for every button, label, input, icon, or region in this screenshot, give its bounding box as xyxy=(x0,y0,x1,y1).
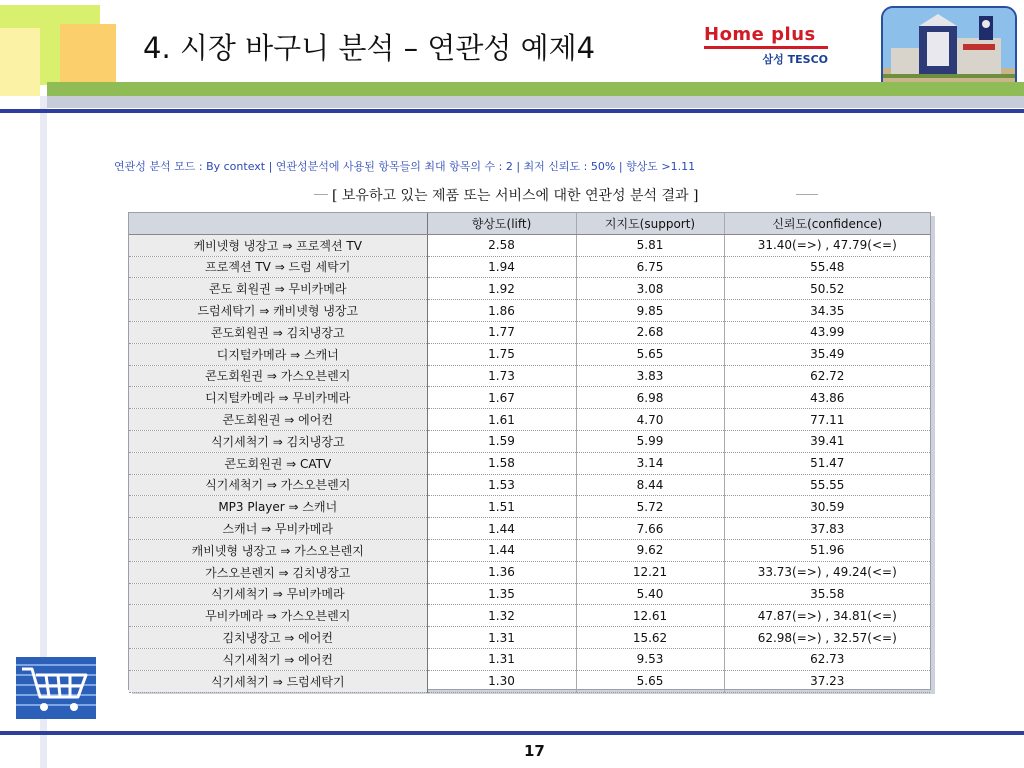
confidence-cell: 43.86 xyxy=(724,387,930,409)
support-cell: 5.65 xyxy=(576,343,724,365)
lift-cell: 1.73 xyxy=(427,365,576,387)
lift-cell: 1.75 xyxy=(427,343,576,365)
table-row xyxy=(129,409,930,431)
lift-cell: 1.32 xyxy=(427,605,576,627)
footer-line xyxy=(0,731,1024,735)
slide-title: 4. 시장 바구니 분석 – 연관성 예제4 xyxy=(143,31,596,65)
rule-cell: 식기세척기 ⇒ 에어컨 xyxy=(129,648,427,670)
support-cell: 6.98 xyxy=(576,387,724,409)
lift-cell: 1.36 xyxy=(427,561,576,583)
rule-cell: 콘도회원권 ⇒ 김치냉장고 xyxy=(129,321,427,343)
rule-cell: 캐비넷형 냉장고 ⇒ 가스오븐렌지 xyxy=(129,539,427,561)
confidence-cell: 55.55 xyxy=(724,474,930,496)
table-header-row xyxy=(129,213,930,234)
table-row xyxy=(129,452,930,474)
table-row xyxy=(129,321,930,343)
confidence-cell: 47.87(=>) , 34.81(<=) xyxy=(724,605,930,627)
table-row xyxy=(129,300,930,322)
table-row xyxy=(129,605,930,627)
header-band-navy xyxy=(0,109,1024,113)
lift-cell: 1.31 xyxy=(427,648,576,670)
support-cell: 5.99 xyxy=(576,430,724,452)
support-cell: 6.75 xyxy=(576,256,724,278)
confidence-cell: 37.83 xyxy=(724,518,930,540)
rule-cell: 식기세척기 ⇒ 김치냉장고 xyxy=(129,430,427,452)
lift-cell: 1.58 xyxy=(427,452,576,474)
table-row xyxy=(129,343,930,365)
header-lift: 향상도(lift) xyxy=(427,213,576,234)
header-rule xyxy=(129,213,427,234)
confidence-cell: 43.99 xyxy=(724,321,930,343)
logo-text-top: Home plus xyxy=(704,24,816,45)
caption-rule-right xyxy=(796,194,818,195)
rule-cell: 디지털카메라 ⇒ 무비카메라 xyxy=(129,387,427,409)
support-cell: 4.70 xyxy=(576,409,724,431)
support-cell: 2.68 xyxy=(576,321,724,343)
support-cell: 3.08 xyxy=(576,278,724,300)
confidence-cell: 50.52 xyxy=(724,278,930,300)
table-row xyxy=(129,387,930,409)
rule-cell: 프로젝션 TV ⇒ 드럼 세탁기 xyxy=(129,256,427,278)
lift-cell: 1.61 xyxy=(427,409,576,431)
confidence-cell: 35.49 xyxy=(724,343,930,365)
confidence-cell: 33.73(=>) , 49.24(<=) xyxy=(724,561,930,583)
table-row xyxy=(129,365,930,387)
support-cell: 5.40 xyxy=(576,583,724,605)
logo-text-bottom: 삼성 TESCO xyxy=(762,53,828,66)
rule-cell: 콘도회원권 ⇒ 가스오븐렌지 xyxy=(129,365,427,387)
lift-cell: 1.53 xyxy=(427,474,576,496)
store-building-photo xyxy=(881,6,1017,93)
lift-cell: 1.59 xyxy=(427,430,576,452)
rule-cell: 드럼세탁기 ⇒ 캐비넷형 냉장고 xyxy=(129,300,427,322)
confidence-cell: 51.47 xyxy=(724,452,930,474)
lift-cell: 1.35 xyxy=(427,583,576,605)
lift-cell: 1.86 xyxy=(427,300,576,322)
support-cell: 12.61 xyxy=(576,605,724,627)
table-row xyxy=(129,648,930,670)
header-band-green xyxy=(47,82,1024,96)
support-cell: 3.14 xyxy=(576,452,724,474)
shopping-cart-icon xyxy=(16,657,96,719)
lift-cell: 1.77 xyxy=(427,321,576,343)
lift-cell: 1.44 xyxy=(427,539,576,561)
rule-cell: 콘도회원권 ⇒ 에어컨 xyxy=(129,409,427,431)
table-row xyxy=(129,518,930,540)
page-number: 17 xyxy=(524,742,545,760)
deco-square-orange xyxy=(60,24,116,86)
caption-rule-left xyxy=(314,194,328,195)
support-cell: 12.21 xyxy=(576,561,724,583)
support-cell: 5.65 xyxy=(576,670,724,692)
lift-cell: 1.30 xyxy=(427,670,576,692)
table-row xyxy=(129,496,930,518)
confidence-cell: 77.11 xyxy=(724,409,930,431)
rule-cell: 콘도회원권 ⇒ CATV xyxy=(129,452,427,474)
rule-cell: 스캐너 ⇒ 무비카메라 xyxy=(129,518,427,540)
confidence-cell: 34.35 xyxy=(724,300,930,322)
support-cell: 9.62 xyxy=(576,539,724,561)
support-cell: 8.44 xyxy=(576,474,724,496)
table-row xyxy=(129,561,930,583)
lift-cell: 1.94 xyxy=(427,256,576,278)
support-cell: 3.83 xyxy=(576,365,724,387)
deco-square-yellow xyxy=(0,28,40,96)
confidence-cell: 35.58 xyxy=(724,583,930,605)
caption-text: [ 보유하고 있는 제품 또는 서비스에 대한 연관성 분석 결과 ] xyxy=(330,185,700,205)
rule-cell: 디지털카메라 ⇒ 스캐너 xyxy=(129,343,427,365)
lift-cell: 2.58 xyxy=(427,234,576,256)
header-confidence: 신뢰도(confidence) xyxy=(724,213,930,234)
support-cell: 5.72 xyxy=(576,496,724,518)
table-row xyxy=(129,256,930,278)
confidence-cell: 55.48 xyxy=(724,256,930,278)
rule-cell: 가스오븐렌지 ⇒ 김치냉장고 xyxy=(129,561,427,583)
table-row xyxy=(129,539,930,561)
rule-cell: 케비넷형 냉장고 ⇒ 프로젝션 TV xyxy=(129,234,427,256)
lift-cell: 1.31 xyxy=(427,627,576,649)
confidence-cell: 30.59 xyxy=(724,496,930,518)
confidence-cell: 62.72 xyxy=(724,365,930,387)
header-band-gray xyxy=(47,96,1024,108)
table-row xyxy=(129,583,930,605)
support-cell: 15.62 xyxy=(576,627,724,649)
confidence-cell: 62.73 xyxy=(724,648,930,670)
rule-cell: 김치냉장고 ⇒ 에어컨 xyxy=(129,627,427,649)
support-cell: 9.53 xyxy=(576,648,724,670)
support-cell: 7.66 xyxy=(576,518,724,540)
rule-cell: MP3 Player ⇒ 스캐너 xyxy=(129,496,427,518)
rule-cell: 식기세척기 ⇒ 드럼세탁기 xyxy=(129,670,427,692)
table-row xyxy=(129,670,930,692)
rule-cell: 식기세척기 ⇒ 가스오븐렌지 xyxy=(129,474,427,496)
confidence-cell: 37.23 xyxy=(724,670,930,692)
confidence-cell: 39.41 xyxy=(724,430,930,452)
table-row xyxy=(129,430,930,452)
lift-cell: 1.51 xyxy=(427,496,576,518)
store-building-illustration xyxy=(883,8,1015,91)
confidence-cell: 62.98(=>) , 32.57(<=) xyxy=(724,627,930,649)
rule-cell: 콘도 회원권 ⇒ 무비카메라 xyxy=(129,278,427,300)
rule-cell: 식기세척기 ⇒ 무비카메라 xyxy=(129,583,427,605)
homeplus-logo xyxy=(704,24,828,67)
table-row xyxy=(129,234,930,256)
rule-cell: 무비카메라 ⇒ 가스오븐렌지 xyxy=(129,605,427,627)
support-cell: 5.81 xyxy=(576,234,724,256)
confidence-cell: 31.40(=>) , 47.79(<=) xyxy=(724,234,930,256)
analysis-info-line: 연관성 분석 모드 : By context | 연관성분석에 사용된 항목들의 최대 항목의 수 : 2 | 최저 신뢰도 : 50% | 향상도 >1.11 xyxy=(114,160,696,173)
support-cell: 9.85 xyxy=(576,300,724,322)
table-row xyxy=(129,627,930,649)
confidence-cell: 51.96 xyxy=(724,539,930,561)
table-row xyxy=(129,474,930,496)
association-table xyxy=(128,212,931,690)
header-support: 지지도(support) xyxy=(576,213,724,234)
logo-underline xyxy=(704,46,828,49)
lift-cell: 1.44 xyxy=(427,518,576,540)
table-row xyxy=(129,278,930,300)
table-caption xyxy=(0,184,1024,204)
lift-cell: 1.67 xyxy=(427,387,576,409)
lift-cell: 1.92 xyxy=(427,278,576,300)
